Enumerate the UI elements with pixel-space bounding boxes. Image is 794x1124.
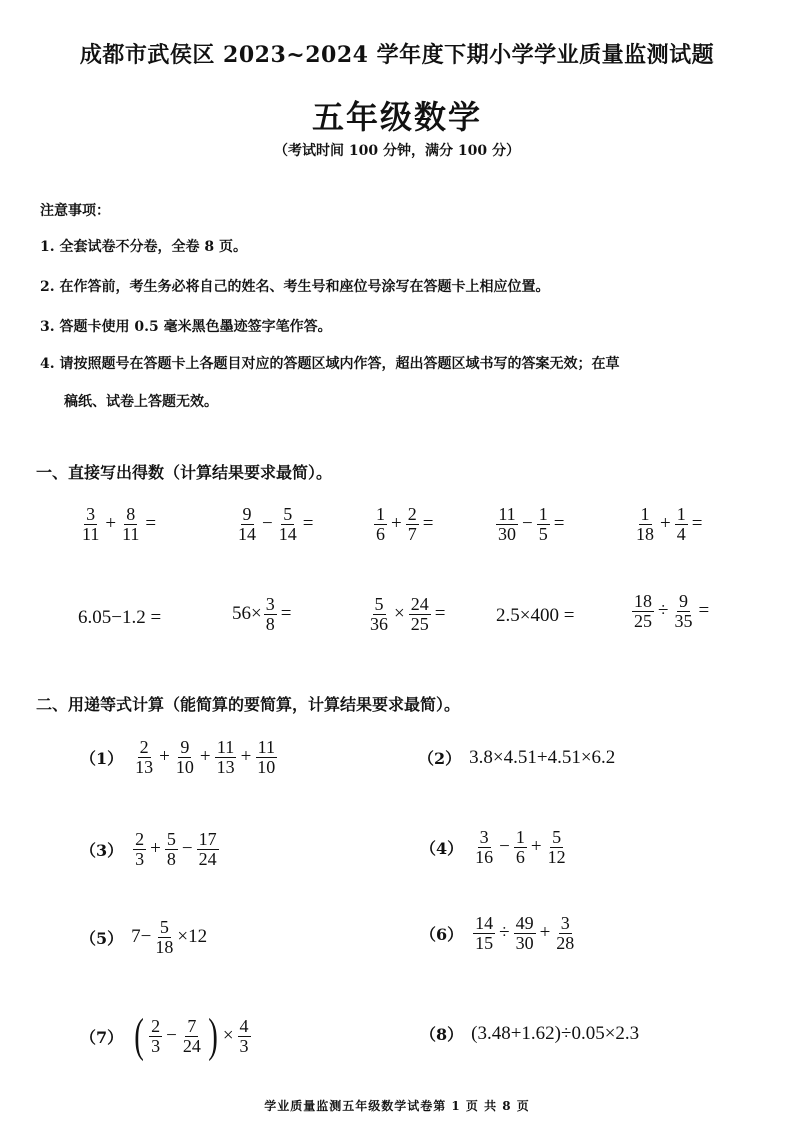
- exam-title: 成都市武侯区 2023~2024 学年度下期小学学业质量监测试题: [79, 42, 715, 68]
- left-parenthesis: (: [134, 1009, 144, 1062]
- question-4: （4） $\frac{3}{16}$ − $\frac{1}{6}$ + $\frac{5}{12}$: [420, 827, 566, 867]
- fraction: $\frac{3}{28}$: [556, 913, 575, 953]
- fraction: $\frac{11}{30}$: [498, 504, 516, 544]
- question-3: （3） $\frac{2}{3}$ + $\frac{5}{8}$ − $\frac{17}{24}$: [80, 829, 217, 869]
- question-8: （8） (3.48+1.62)÷0.05×2.3: [420, 1022, 640, 1044]
- question-5: （5） 7− $\frac{5}{18}$ ×12: [80, 917, 208, 957]
- question-label: （1）: [80, 748, 124, 768]
- question-label: （4）: [420, 838, 464, 858]
- problem-5: $\frac{1}{18}$ + $\frac{1}{4}$ =: [636, 504, 703, 544]
- fraction: $\frac{1}{18}$: [636, 504, 654, 544]
- fraction: $\frac{8}{11}$: [122, 504, 140, 544]
- fraction: $\frac{2}{3}$: [135, 829, 145, 869]
- fraction: $\frac{17}{24}$: [198, 829, 217, 869]
- section2-heading: 二、用递等式计算（能简算的要简算，计算结果要求最简）。: [36, 695, 461, 714]
- fraction: $\frac{2}{7}$: [407, 504, 417, 544]
- question-label: （2）: [418, 749, 462, 768]
- fraction: $\frac{18}{25}$: [634, 591, 652, 631]
- fraction: $\frac{3}{8}$: [265, 594, 275, 634]
- fraction: $\frac{9}{35}$: [674, 591, 693, 631]
- fraction: $\frac{3}{11}$: [82, 504, 100, 544]
- question-label: （8）: [420, 1025, 464, 1044]
- note-item-continued: 稿纸、试卷上答题无效。: [64, 394, 218, 410]
- note-item: 1. 全套试卷不分卷，全卷 8 页。: [40, 239, 247, 255]
- fraction: $\frac{1}{6}$: [376, 504, 385, 544]
- fraction: $\frac{7}{24}$: [182, 1015, 201, 1056]
- question-7: （7） ( $\frac{2}{3}$ − $\frac{7}{24}$ ) × $\frac{4}{3}$: [80, 1009, 249, 1062]
- fraction: $\frac{3}{16}$: [475, 827, 494, 867]
- problem-2: $\frac{9}{14}$ − $\frac{5}{14}$ =: [238, 504, 314, 544]
- fraction: $\frac{24}{25}$: [410, 594, 429, 634]
- problem-9: 2.5×400 =: [496, 605, 575, 626]
- fraction: $\frac{1}{5}$: [538, 504, 548, 544]
- problem-7: 56× $\frac{3}{8}$ =: [232, 594, 292, 634]
- fraction: $\frac{5}{14}$: [278, 504, 297, 544]
- exam-info: （考试时间 100 分钟，满分 100 分）: [274, 143, 520, 159]
- question-2: （2） 3.8×4.51+4.51×6.2: [418, 746, 616, 768]
- problem-10: $\frac{18}{25}$ ÷ $\frac{9}{35}$ =: [634, 591, 710, 631]
- question-label: （5）: [80, 928, 124, 948]
- question-6: （6） $\frac{14}{15}$ ÷ $\frac{49}{30}$ + $\frac{3}{28}$: [420, 913, 575, 953]
- problem-1: $\frac{3}{11}$ + $\frac{8}{11}$ =: [82, 504, 157, 544]
- question-label: （7）: [80, 1027, 124, 1047]
- fraction: $\frac{4}{3}$: [239, 1015, 249, 1056]
- fraction: $\frac{49}{30}$: [515, 913, 534, 953]
- page-footer: 学业质量监测五年级数学试卷第 1 页 共 8 页: [264, 1099, 530, 1113]
- fraction: $\frac{2}{3}$: [151, 1015, 161, 1056]
- note-item: 3. 答题卡使用 0.5 毫米黑色墨迹签字笔作答。: [40, 319, 332, 335]
- subject-title: 五年级数学: [311, 98, 482, 136]
- question-1: （1） $\frac{2}{13}$ + $\frac{9}{10}$ + $\frac{11}{13}$ + $\frac{11}{10}$: [80, 737, 276, 777]
- section1-heading: 一、直接写出得数（计算结果要求最简）。: [36, 463, 333, 482]
- problem-6: 6.05−1.2 =: [78, 607, 162, 628]
- fraction: $\frac{11}{13}$: [216, 737, 235, 777]
- fraction: $\frac{9}{10}$: [175, 737, 194, 777]
- fraction: $\frac{5}{18}$: [155, 917, 174, 957]
- fraction: $\frac{5}{36}$: [370, 594, 388, 634]
- problem-4: $\frac{11}{30}$ − $\frac{1}{5}$ =: [498, 504, 565, 544]
- right-parenthesis: ): [208, 1009, 218, 1062]
- question-label: （3）: [80, 840, 124, 860]
- problem-3: $\frac{1}{6}$ + $\frac{2}{7}$ =: [376, 504, 434, 544]
- notes-heading: 注意事项：: [40, 203, 110, 219]
- fraction: $\frac{5}{8}$: [166, 829, 176, 869]
- fraction: $\frac{14}{15}$: [475, 913, 494, 953]
- fraction: $\frac{2}{13}$: [135, 737, 154, 777]
- question-label: （6）: [420, 924, 464, 944]
- note-item: 2. 在作答前，考生务必将自己的姓名、考生号和座位号涂写在答题卡上相应位置。: [40, 279, 550, 295]
- fraction: $\frac{1}{6}$: [515, 827, 525, 867]
- fraction: $\frac{5}{12}$: [547, 827, 566, 867]
- problem-8: $\frac{5}{36}$ × $\frac{24}{25}$ =: [370, 594, 446, 634]
- fraction: $\frac{11}{10}$: [257, 737, 276, 777]
- fraction: $\frac{1}{4}$: [676, 504, 686, 544]
- note-item: 4. 请按照题号在答题卡上各题目对应的答题区域内作答，超出答题区域书写的答案无效；在草: [40, 356, 620, 372]
- fraction: $\frac{9}{14}$: [238, 504, 256, 544]
